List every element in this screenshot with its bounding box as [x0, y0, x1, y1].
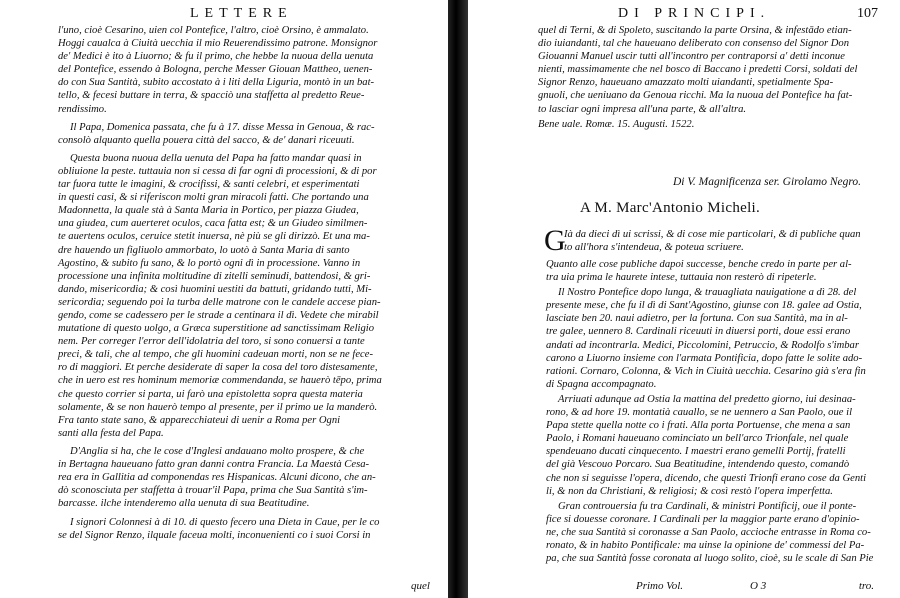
text-line: rea era in Gallitia ad componendas res Hispanicas. Alcuni dicono, che an-	[58, 472, 376, 484]
signature-letter: O 3	[750, 580, 767, 592]
text-line: sericordia; seguendo poi la turba delle matrone con le candele accese pian-	[58, 296, 381, 308]
text-line: dando, misericordia; & così huomini uestiti da battuti, gridando tutti, Mi-	[58, 283, 372, 295]
text-line: presente mese, che fu il dì di Sant'Agostino, giunse con 18. galee ad Ostia,	[546, 300, 862, 312]
text-line: nienti, massimamente che nel bosco di Baccano i predetti Corsi, soldati del	[538, 64, 858, 76]
text-line: Ià da dieci dì ui scrissi, & di cose mie particolari, & di publiche quan	[564, 229, 861, 240]
text-line: andati ad incontrarla. Medici, Piccolomini, Petruccio, & Rodolfo s'imbar	[546, 339, 859, 351]
text-line: carono a Liuorno insieme con l'armata Pontificia, dopo fatte le solite ado-	[546, 352, 863, 364]
paragraph	[546, 500, 890, 565]
text-line: rationi. Cornaro, Colonna, & Vich in Ciuità uecchia. Cesarino già s'era fin	[546, 365, 866, 377]
text-line: te auertens oculos, ceruice stetit inuersa, nè più se gli dirizzò. Et una ma-	[58, 231, 370, 243]
text-line: Madonnetta, la quale stà à Santa Maria in Portico, per piazza Giudea,	[58, 205, 359, 217]
text-line: Il Nostro Pontefice dopo lunga, & trauagliata nauigatione a dì 28. del	[558, 287, 857, 299]
text-line: Fra tanto state sano, & apparecchiateui di uenir a Roma per Ogni	[58, 414, 341, 426]
text-line: to lasciar ogni impresa all'una parte, & all'altra.	[538, 103, 747, 115]
text-line: Agostino, & subito fu sano, & lo portò ogni dì in processione. Vanno in	[58, 257, 361, 269]
text-line: del già Vescouo Porcaro. Sua Beatitudine, intendendo questo, comandò	[546, 459, 850, 471]
text-line: tra uia prima le haurete intese, tuttauia non resterò di ripeterle.	[546, 272, 817, 284]
text-line: Il Papa, Domenica passata, che fu à 17. disse Messa in Genoua, & rac-	[70, 121, 375, 133]
text-line: do con Sua Santità, subito accostato à i liti della Liguria, montò in un bat-	[58, 77, 375, 89]
text-line: gendo, come se cadessero per le strade a centinara il dì. Vedete che mirabil	[58, 310, 379, 322]
right-catchword: tro.	[858, 580, 874, 592]
text-line: una giudea, cum auerteret oculos, caca fatta est; & un Giudeo similmen-	[58, 218, 368, 230]
letter-subscription: Di V. Magnificenza ser. Girolamo Negro.	[673, 176, 862, 188]
text-line: Giouanni Manuel uscir tutti all'incontro per contraporsi a' detti inconue	[538, 51, 845, 63]
text-line: mutatione di questo uolgo, a Græca superstitione ad sanctissimam Religio	[58, 323, 375, 335]
text-line: in Bertagna haueuano fatto gran danni contra Francia. La Maestà Cesa-	[58, 459, 370, 471]
paragraph	[58, 516, 438, 542]
right-running-head: DI PRINCIPI.	[618, 6, 771, 21]
paragraph	[538, 118, 888, 131]
text-line: che non si seguisse l'opera, dicendo, che questi Trionfi erano cose da Genti	[546, 472, 867, 484]
text-line: dre hauendo un figliuolo ammorbato, lo uotò à Santa Maria di santo	[58, 244, 350, 256]
text-line: I signori Colonnesi à di 10. di questo fecero una Dieta in Caue, per le co	[70, 516, 380, 528]
text-line: se del Signor Renzo, ilquale faceua molti, inconuenienti co i suoi Corsi in	[58, 529, 371, 541]
paragraph	[58, 24, 438, 116]
paragraph	[546, 258, 890, 284]
text-line: nem. Per correger l'error dell'idolatria del toro, si sono conuersi a tante	[58, 336, 365, 348]
text-line: in questi casi, & si riferiscon molti gran miracoli fatti. Che portando una	[58, 192, 369, 204]
text-line: Gran controuersia fu tra Cardinali, & ministri Pontificij, oue il ponte-	[558, 500, 857, 512]
text-line: preci, & tali, che al tempo, che gli huomini cadeuan morti, non se ne fece-	[58, 349, 373, 361]
book-gutter	[448, 0, 468, 598]
text-line: Questa buona nuoua della uenuta del Papa ha fatto mandar quasi in	[70, 152, 362, 164]
text-line: tello, & fecesi buttare in terra, & spacciò una staffetta al predetto Reue-	[58, 90, 365, 102]
text-line: fice si douesse coronare. I Cardinali per la maggior parte erano d'opinio-	[546, 513, 860, 525]
text-line: dò sconosciuta per staffetta à trouar'il Papa, prima che Sua Santità s'im-	[58, 485, 368, 497]
text-line: li, & non da Christiani, & religiosi; & così restò l'opera imperfetta.	[546, 485, 833, 497]
text-line: rendissimo.	[58, 103, 107, 115]
paragraph	[58, 152, 438, 440]
text-line: lasciate ben 20. naui adietro, per la fortuna. Con sua Santità, ma in al-	[546, 313, 848, 325]
paragraph	[564, 228, 888, 254]
text-line: D'Anglia si ha, che le cose d'Inglesi andauano molto prospere, & che	[70, 446, 365, 458]
left-running-head: LETTERE	[190, 6, 293, 21]
text-line: Signor Renzo, haueuano amazzato molti uiandanti, spetialmente Spa-	[538, 77, 834, 89]
signature-mark: Primo Vol.	[636, 580, 684, 592]
text-line: barcasse. ilche intenderemo alla uenuta di sua Beatitudine.	[58, 498, 310, 510]
text-line: gnuoli, che ueniuano da Genoua ricchi. Ma la nuoua del Pontefice ha fat-	[538, 90, 853, 102]
text-line: ne, che sua Santità si coronasse a San Paolo, accioche entrasse in Roma co-	[546, 526, 871, 538]
text-line: ronato, & in habito Pontificale: ma uinse la opinione de' commessi del Pa-	[546, 540, 865, 552]
text-line: Quanto alle cose publiche dapoi successe, benche credo in parte per al-	[546, 259, 852, 270]
text-line: santi alla festa del Papa.	[58, 427, 164, 439]
text-line: di Spagna accompagnato.	[546, 378, 657, 390]
paragraph	[538, 24, 888, 116]
text-line: pa, che sua Santità fosse coronata al luogo solito, cioè, su le scale di San Pie	[546, 553, 874, 565]
text-line: spendeuano ducati cinquecento. I maestri erano gemelli Portij, fratelli	[546, 446, 846, 458]
text-line: dio iuiandanti, tal che haueuano deliberato con consenso del Signor Don	[538, 38, 850, 50]
text-line: tre galee, uennero 8. Cardinali riceuuti in diuersi porti, doue essi erano	[546, 326, 851, 338]
text-line: che questo corrier si parta, ui farò una epistoletta sopra questa materia	[58, 388, 363, 400]
text-line: processione una infinita moltitudine di zitelli seminudi, battendosi, & gri-	[58, 270, 371, 282]
right-page	[468, 0, 900, 598]
left-catchword: quel	[411, 580, 430, 592]
text-line: de' Medici è ito à Liuorno; & fu il primo, che hebbe la nuoua della uenuta	[58, 51, 374, 63]
text-line: tar fuora tutte le imagini, & crocifissi, & santi celebri, et esperimentati	[58, 179, 360, 191]
text-line: obliuione la peste. tuttauia non si cessa di far ogni dì processioni, & di por	[58, 165, 377, 177]
text-line: quel di Terni, & di Spoleto, suscitando la parte Orsina, & infestādo etian-	[538, 25, 852, 36]
text-line: Hoggi caualca à Ciuità uecchia il mio Reuerendissimo patrone. Monsignor	[58, 38, 378, 50]
text-line: Paolo, i Romani haueuano cominciato un bell'arco Trionfale, nel quale	[546, 433, 849, 445]
page-number: 107	[857, 6, 878, 21]
paragraph	[546, 286, 890, 391]
left-page	[0, 0, 448, 598]
text-line: Arriuati adunque ad Ostia la mattina del predetto giorno, iui desinaa-	[558, 394, 856, 405]
text-line: rono, & ad hore 19. montatià cauallo, se ne uennero a San Paolo, oue il	[546, 407, 853, 419]
text-line: Bene uale. Romæ. 15. Augusti. 1522.	[538, 118, 695, 130]
letter-heading: A M. Marc'Antonio Micheli.	[580, 200, 761, 216]
text-line: consolò alquanto quella pouera città del sacco, & de' danari riceuuti.	[58, 134, 355, 146]
text-line: che in uero est res hominum memoriæ commendanda, se hauerò tēpo, prima	[58, 375, 382, 387]
paragraph	[58, 445, 438, 510]
text-line: solamente, & se non hauerò tempo al presente, per il primo ue la manderò.	[58, 401, 378, 413]
paragraph	[546, 393, 890, 498]
paragraph	[58, 121, 438, 147]
text-line: ro di maggiori. Et perche desiderate di saper la cosa del toro distesamente,	[58, 362, 378, 374]
drop-cap: G	[544, 224, 566, 257]
text-line: del Pontefice, essendo à Bologna, perche Messer Giouan Mattheo, uenen-	[58, 64, 373, 76]
text-line: l'uno, cioè Cesarino, uien col Pontefice, l'altro, cioè Orsino, è ammalato.	[58, 25, 369, 36]
text-line: Papa stette quella notte co i frati. Alla porta Portuense, che mena a san	[546, 420, 851, 432]
text-line: to all'hora s'intendeua, & poteua scriuere.	[564, 242, 744, 254]
